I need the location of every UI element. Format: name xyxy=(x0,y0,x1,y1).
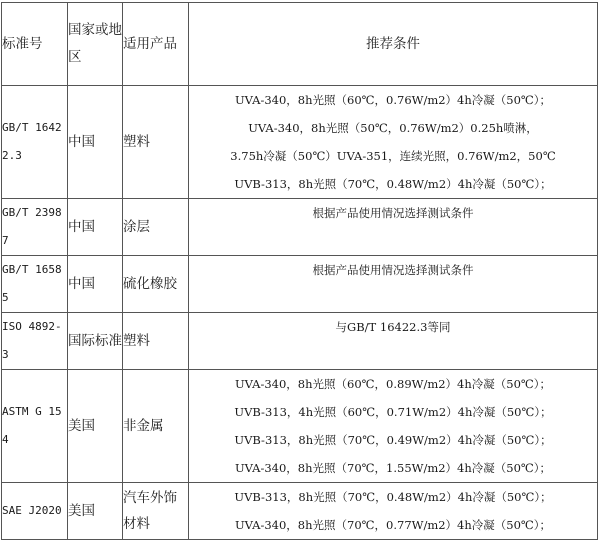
standards-table xyxy=(1,2,598,540)
table-row xyxy=(2,199,598,256)
product-cell: 汽车外饰材料 xyxy=(123,483,189,540)
conditions-cell xyxy=(189,370,598,483)
standard-no-cell: GB/T 16422.3 xyxy=(2,86,68,199)
country-cell: 中国 xyxy=(68,199,123,256)
country-cell: 中国 xyxy=(68,86,123,199)
standard-no-cell: ASTM G 154 xyxy=(2,370,68,483)
header-row xyxy=(2,3,598,86)
conditions-cell xyxy=(189,199,598,256)
product-cell: 涂层 xyxy=(123,199,189,256)
product-cell: 非金属 xyxy=(123,370,189,483)
table-row xyxy=(2,483,598,540)
condition-line: UVB-313，8h光照（70℃，0.49W/m2）4h冷凝（50℃）； xyxy=(234,433,552,447)
condition-line: 根据产品使用情况选择测试条件 xyxy=(312,206,474,220)
standard-no-cell: GB/T 16585 xyxy=(2,256,68,313)
table-row xyxy=(2,86,598,199)
product-cell: 塑料 xyxy=(123,86,189,199)
condition-line: UVB-313，8h光照（70℃，0.48W/m2）4h冷凝（50℃）； xyxy=(234,177,552,191)
product-cell: 硫化橡胶 xyxy=(123,256,189,313)
header-conditions: 推荐条件 xyxy=(189,3,598,86)
condition-line: UVA-340，8h光照（60℃，0.89W/m2）4h冷凝（50℃）； xyxy=(234,377,552,391)
product-cell: 塑料 xyxy=(123,313,189,370)
table-row xyxy=(2,313,598,370)
condition-line: UVB-313，8h光照（70℃，0.48W/m2）4h冷凝（50℃）； xyxy=(234,490,552,504)
condition-line: 根据产品使用情况选择测试条件 xyxy=(312,263,474,277)
table-row xyxy=(2,370,598,483)
country-cell: 美国 xyxy=(68,370,123,483)
country-cell: 中国 xyxy=(68,256,123,313)
country-cell: 美国 xyxy=(68,483,123,540)
condition-line: 3.75h冷凝（50℃）UVA-351，连续光照，0.76W/m2，50℃ xyxy=(230,149,556,163)
condition-line: UVA-340，8h光照（70℃，0.77W/m2）4h冷凝（50℃）； xyxy=(234,518,552,532)
country-cell: 国际标准 xyxy=(68,313,123,370)
condition-line: UVA-340，8h光照（70℃，1.55W/m2）4h冷凝（50℃）； xyxy=(234,461,552,475)
conditions-cell xyxy=(189,86,598,199)
condition-line: UVA-340，8h光照（60℃，0.76W/m2）4h冷凝（50℃）； xyxy=(234,93,552,107)
conditions-cell xyxy=(189,256,598,313)
standard-no-cell: GB/T 23987 xyxy=(2,199,68,256)
standard-no-cell: ISO 4892-3 xyxy=(2,313,68,370)
header-country: 国家或地区 xyxy=(68,3,123,86)
table-row xyxy=(2,256,598,313)
conditions-cell xyxy=(189,313,598,370)
header-product: 适用产品 xyxy=(123,3,189,86)
condition-line: UVB-313，4h光照（60℃，0.71W/m2）4h冷凝（50℃）； xyxy=(234,405,552,419)
condition-line: UVA-340，8h光照（50℃，0.76W/m2）0.25h喷淋， xyxy=(248,121,538,135)
conditions-cell xyxy=(189,483,598,540)
standard-no-cell: SAE J2020 xyxy=(2,483,68,540)
header-standard-no: 标准号 xyxy=(2,3,68,86)
condition-line: 与GB/T 16422.3等同 xyxy=(335,320,451,334)
